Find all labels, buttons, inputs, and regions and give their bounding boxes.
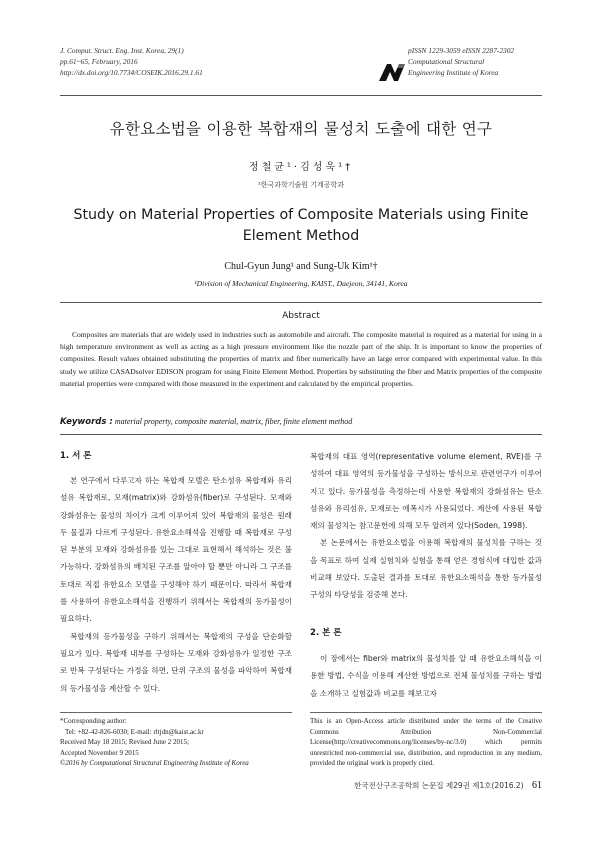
page-footer [354, 780, 542, 791]
paragraph: 복합재의 등가물성을 구하기 위해서는 복합재의 구성을 단순화할 필요가 있다. 복합재 내부를 구성하는 모재와 강화섬유가 일정한 구조로 반복 구성된다는 가정을 하면, 단위 구조의 물성을 파악하여 복합재의 등가물성을 계산할 수 있다. [60, 631, 292, 693]
affiliation-korean: ¹한국과학기술원 기계공학과 [257, 181, 345, 189]
keywords-list: material property, composite material, matrix, fiber, finite element method [114, 417, 353, 426]
doi-link[interactable]: http://dx.doi.org/10.7734/COSEIK.2016.29.1.61 [60, 68, 203, 77]
citation-line: pp.61~65, February, 2016 [60, 57, 138, 66]
paragraph: 본 논문에서는 유한요소법을 이용해 복합재의 물성치를 구하는 것을 목표로 하여 실제 실험치와 실험을 통해 얻은 경험식에 대입한 값과 비교해 보았다. 도출된 결과를 토대로 유한요소해석을 통한 등가물성 구성의 타당성을 검증해 본다. [310, 538, 542, 600]
citation-line: J. Comput. Struct. Eng. Inst. Korea, 29(1) [60, 46, 184, 55]
publisher-line: Computational Structural [408, 57, 485, 66]
title-korean: 유한요소법을 이용한 복합재의 물성치 도출에 대한 연구 [109, 120, 493, 138]
paragraph: 이 장에서는 fiber와 matrix의 물성치를 알 때 유한요소해석을 이용한 방법, 수식을 이용해 계산한 방법으로 전체 물성치를 구하는 방법을 소개하고 실험값과 비교를 해보고자 [310, 654, 542, 698]
title-english: Study on Material Properties of Composite Materials using Finite Element Method [73, 207, 529, 244]
footnote-line: Accepted November 9 2015 [60, 748, 139, 757]
page-number: 61 [532, 780, 542, 791]
keywords-label: Keywords : [60, 417, 113, 427]
affiliation-english: ¹Division of Mechanical Engineering, KAIST., Daejeon, 34141, Korea [194, 279, 408, 288]
footnote-left [60, 716, 300, 769]
journal-citation [60, 45, 300, 78]
publisher-line: Engineering Institute of Korea [408, 68, 499, 77]
footnote-line: *Corresponding author: [60, 717, 127, 725]
footnote-rule-right [310, 712, 542, 713]
abstract-top-rule [60, 302, 542, 303]
issn-line: pISSN 1229-3059 eISSN 2287-2302 [408, 46, 515, 55]
left-column [60, 472, 292, 697]
paragraph: 복합재의 대표 영역(representative volume element, RVE)를 구성하여 대표 영역의 등가물성을 구성하는 방식으로 관련연구가 이루어지고 있다. 등가물성을 측정하는데 사용한 복합재의 강화섬유는 탄소섬유와 유리섬유, 모재로는 에폭시가 사용되었다. 계산에 사용된 복합재의 물성치는 참고문헌에 의해 모두 알려져 있다(Soden, 1998). [310, 452, 542, 531]
authors-korean: 정철균¹·김성욱¹† [248, 162, 354, 173]
abstract-text: Composites are materials that are widely used in industries such as automobile and aircraft. The composite material is required as a material for using in a high temperature environment as well as acting as a high pressure environment like the nozzle part of the ship. It is important to know the properties of composites. Result values obtained substituting the properties of matrix and fiber numerically have an large error compared with experimental value. In this study we utilize CASADsolver EDISON program for using Finite Element Method. Properties by substituting the fiber and Matrix properties of the composite material properties were compared with those measured in the experiment and calculated by the empirical properties. [60, 330, 542, 388]
journal-footer-text: 한국전산구조공학회 논문집 제29권 제1호(2016.2) [354, 781, 524, 790]
keywords [60, 417, 542, 427]
footnote-rule-left [60, 712, 292, 713]
journal-issn [408, 45, 558, 78]
section-heading-body: 2. 본 론 [310, 628, 342, 638]
header-rule [60, 95, 542, 96]
abstract-heading: Abstract [282, 311, 320, 321]
right-column-continued [310, 650, 542, 702]
authors-english: Chul-Gyun Jung¹ and Sung-Uk Kim¹† [224, 261, 378, 272]
society-logo-icon [378, 61, 406, 83]
footnote-line: Received May 18 2015; Revised June 2 2015; [60, 738, 189, 746]
footnote-license: This is an Open-Access article distributed under the terms of the Creative Commons Attribution Non-Commercial License(http://creativecommons.org/licenses/by-nc/3.0) which permits unrestricted non-commercial use, distribution, and reproduction in any medium, provided the original work is properly cited. [310, 717, 542, 767]
footnote-line: Tel: +82-42-826-6030; E-mail: rltjdn@kaist.ac.kr [65, 727, 204, 736]
footnote-line: ©2016 by Computational Structural Engineering Institute of Korea [60, 759, 249, 767]
paragraph: 본 연구에서 다루고자 하는 복합재 모델은 탄소섬유 복합재와 유리섬유 복합재로, 모재(matrix)와 강화섬유(fiber)로 구성된다. 모재와 강화섬유는 물성의 차이가 크게 이루어져 있어 복합재의 물성은 원래 두 물질과 다르게 구성된다. 유한요소해석을 진행할 때 복합재로 구성된 부분의 모재와 강화섬유를 있는 그대로 표현해서 해석하는 것은 불가능하다. 강화섬유의 배치된 구조를 알아야 할 뿐만 아니라 그 구조를 토대로 직접 유한요소 모델을 구성해야 하기 때문이다. 따라서 복합재를 사용하여 유한요소해석을 진행하기 위해서는 복합재의 등가물성이 필요하다. [60, 476, 292, 624]
abstract-bottom-rule [60, 434, 542, 435]
right-column [310, 448, 542, 604]
section-heading-introduction: 1. 서 론 [60, 451, 92, 461]
